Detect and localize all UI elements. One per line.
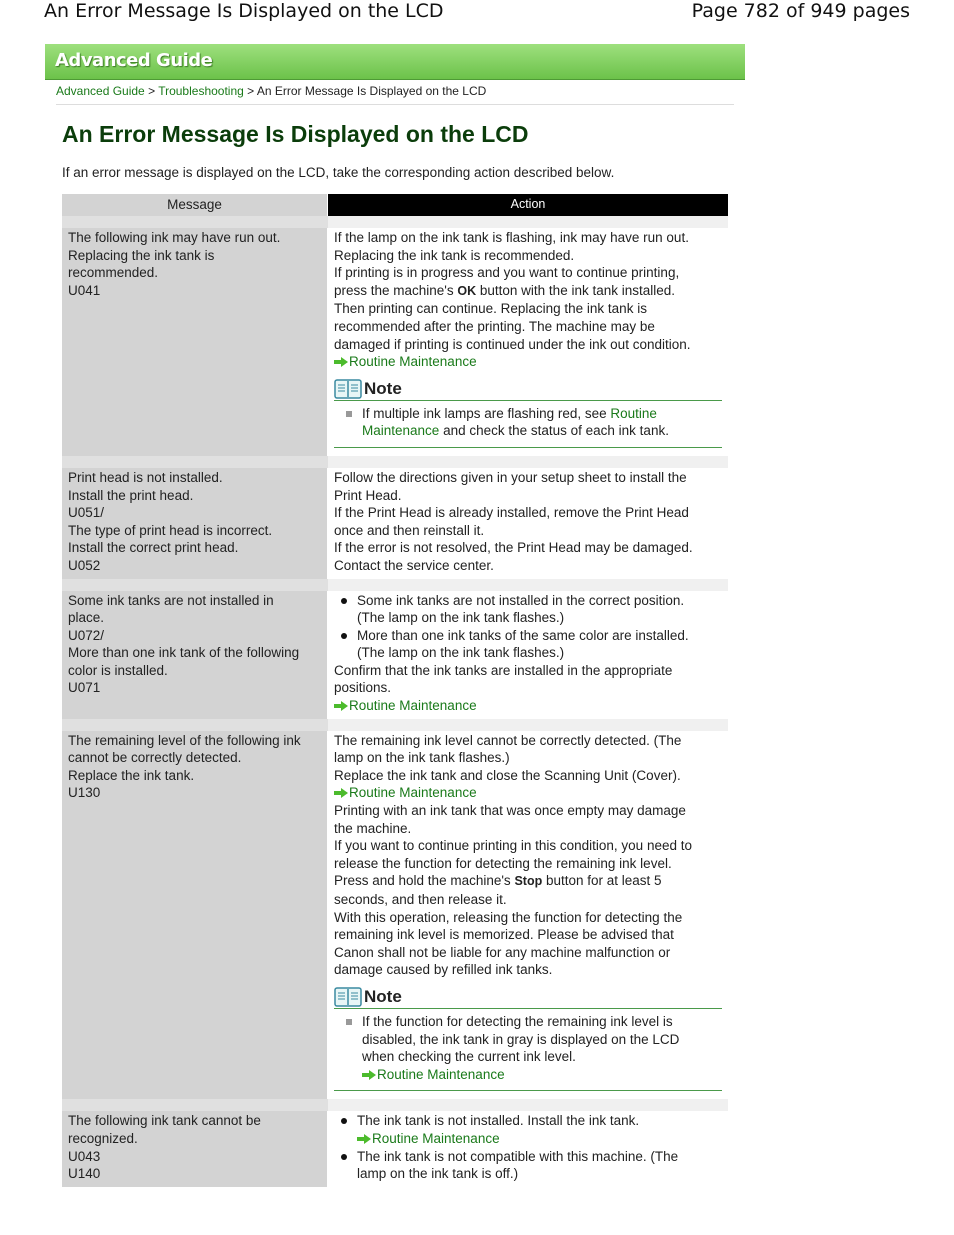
ok-button-label: OK — [457, 283, 477, 298]
routine-maintenance-link[interactable]: Routine Maintenance — [334, 785, 477, 800]
table-row — [62, 468, 728, 579]
note-label: Note — [364, 987, 402, 1007]
routine-maintenance-link[interactable]: Routine Maintenance — [334, 698, 477, 713]
table-row — [62, 731, 728, 1100]
list-item: The ink tank is not compatible with this machine. (The lamp on the ink tank is off.) — [357, 1148, 722, 1183]
breadcrumb-sep: > — [243, 84, 257, 98]
message-cell: The remaining level of the following ink cannot be correctly detected. Replace the ink tank. U130 — [62, 731, 328, 1100]
routine-maintenance-link[interactable]: Routine Maintenance — [362, 1067, 505, 1082]
action-cell — [328, 1111, 729, 1186]
routine-maintenance-link[interactable]: Routine Maintenance — [357, 1131, 500, 1146]
breadcrumb-sep: > — [144, 84, 159, 98]
banner-label: Advanced Guide — [55, 50, 213, 71]
header-action: Action — [328, 194, 729, 216]
table-row — [62, 1111, 728, 1186]
breadcrumb-divider — [56, 104, 734, 105]
page-header-title: An Error Message Is Displayed on the LCD — [44, 0, 444, 22]
routine-maintenance-link[interactable]: Routine Maintenance — [334, 354, 477, 369]
advanced-guide-banner — [45, 44, 745, 80]
message-cell: The following ink may have run out. Replacing the ink tank is recommended. U041 — [62, 228, 328, 456]
action-cell: Some ink tanks are not installed in the correct position. (The lamp on the ink tank flashes.) More than one ink tanks of the same color are installed. (The lamp on the ink tank flashes.) Confirm that the ink tanks are installed in the appropriate positions. Routine Maintenance — [328, 591, 729, 719]
list-item: The ink tank is not installed. Install the ink tank. Routine Maintenance — [357, 1112, 722, 1147]
action-cell: Follow the directions given in your setup sheet to install the Print Head. If the Print Head is already installed, remove the Print Head once and then reinstall it. If the error is not resolved, the Print Head may be damaged. Contact the service center. — [328, 468, 729, 579]
message-cell: Print head is not installed. Install the print head. U051/ The type of print head is incorrect. Install the correct print head. U052 — [62, 468, 328, 579]
breadcrumb — [56, 84, 486, 98]
message-cell: The following ink tank cannot be recognized. U043 U140 — [62, 1111, 328, 1186]
breadcrumb-current: An Error Message Is Displayed on the LCD — [256, 84, 487, 98]
note-box — [334, 987, 722, 1091]
arrow-link-icon — [357, 1134, 371, 1144]
table-row — [62, 228, 728, 456]
note-item: If the function for detecting the remaining ink level is disabled, the ink tank in gray is displayed on the LCD when checking the current ink level. Routine Maintenance — [334, 1013, 722, 1083]
table-row — [62, 591, 728, 719]
list-item: More than one ink tanks of the same color are installed. (The lamp on the ink tank flashes.) — [357, 627, 722, 662]
note-book-icon — [334, 379, 362, 399]
message-cell: Some ink tanks are not installed in place. U072/ More than one ink tank of the following color is installed. U071 — [62, 591, 328, 719]
routine-maintenance-link[interactable]: Routine — [610, 405, 657, 421]
page-number: Page 782 of 949 pages — [691, 0, 910, 22]
action-cell: The remaining ink level cannot be correctly detected. (The lamp on the ink tank flashes.) Replace the ink tank and close the Scanning Unit (Cover). Routine Maintenance Printing with an ink tank that was once empty may damage the machine. If you want to continue printing in this condition, you need to release the function for detecting the remaining ink level. Press and hold the machine's Stop button for at least 5 seconds, and then release it. With this operation, releasing the function for detecting the remaining ink level is memorized. Please be advised that Canon shall not be liable for any machine malfunction or damage caused by refilled ink tanks. Note If the function for detecting the remaining ink level is disabled, the ink tank in gray is displayed on the LCD when checking the current ink level. Routine Maintenance — [328, 731, 729, 1100]
breadcrumb-advanced-guide[interactable]: Advanced Guide — [56, 84, 145, 98]
intro-text: If an error message is displayed on the LCD, take the corresponding action described below. — [62, 165, 615, 180]
routine-maintenance-link[interactable]: Maintenance — [362, 423, 440, 439]
arrow-link-icon — [362, 1070, 376, 1080]
arrow-link-icon — [334, 357, 348, 367]
page-title: An Error Message Is Displayed on the LCD — [62, 121, 529, 147]
table-header-row — [62, 194, 728, 216]
note-box — [334, 379, 722, 448]
error-message-table — [62, 194, 728, 1187]
arrow-link-icon — [334, 788, 348, 798]
arrow-link-icon — [334, 701, 348, 711]
list-item: Some ink tanks are not installed in the correct position. (The lamp on the ink tank flashes.) — [357, 592, 722, 627]
breadcrumb-troubleshooting[interactable]: Troubleshooting — [158, 84, 244, 98]
stop-button-label: Stop — [514, 874, 543, 889]
action-cell: If the lamp on the ink tank is flashing, ink may have run out. Replacing the ink tank is recommended. If printing is in progress and you want to continue printing, press the machine's OK button with the ink tank installed. Then printing can continue. Replacing the ink tank is recommended after the printing. The machine may be damaged if printing is continued under the ink out condition. Routine Maintenance Note If multiple ink lamps are flashing red, see Routine Maintenance and check the status of each ink tank. — [328, 228, 729, 456]
note-book-icon — [334, 987, 362, 1007]
header-message: Message — [62, 194, 328, 216]
note-item: If multiple ink lamps are flashing red, see Routine Maintenance and check the status of each ink tank. — [334, 405, 722, 440]
note-label: Note — [364, 378, 402, 398]
